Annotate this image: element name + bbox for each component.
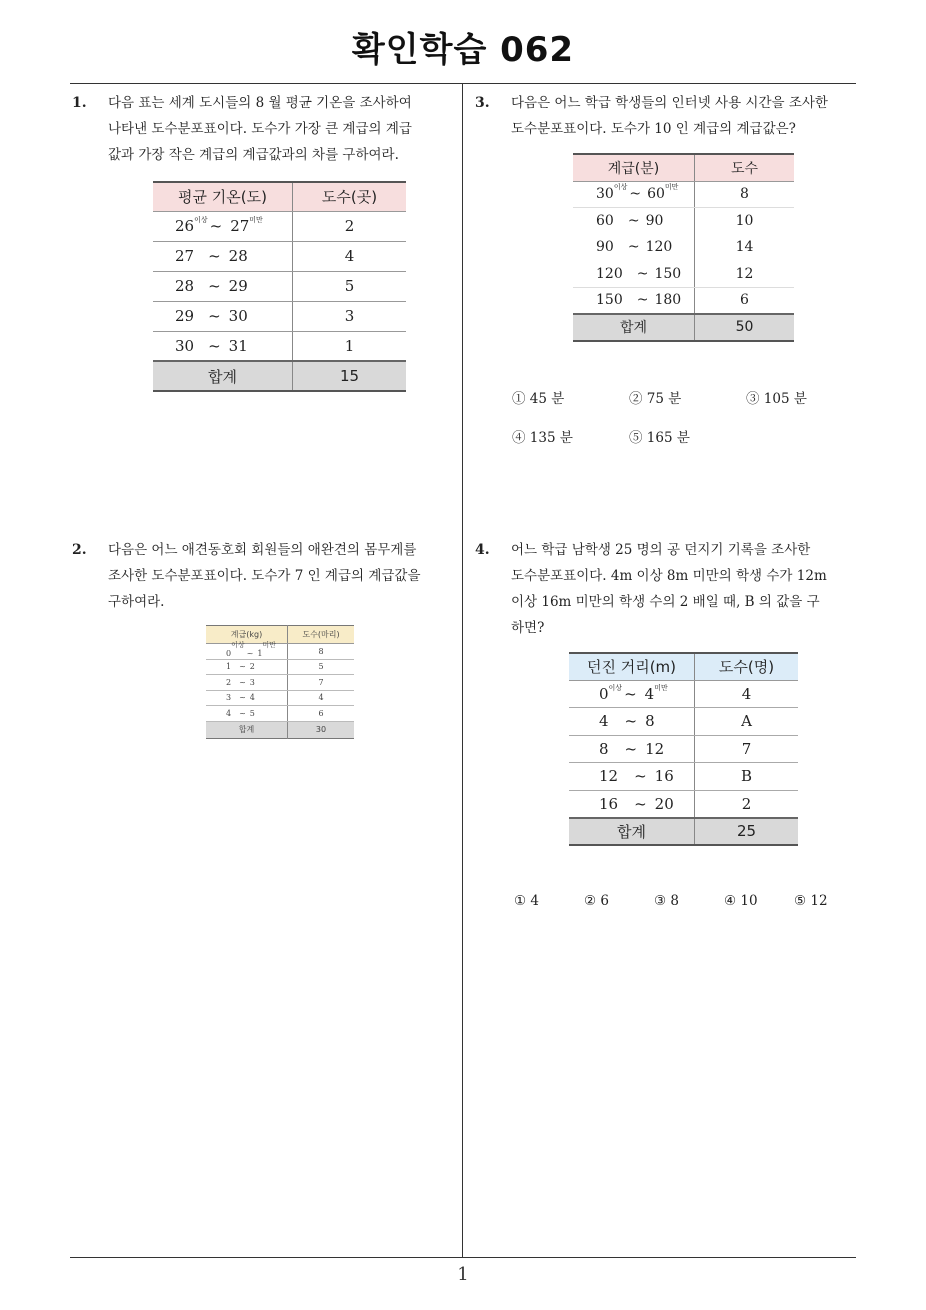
- choice-2[interactable]: ② 75 분: [629, 391, 682, 407]
- frequency-cell: 4: [293, 241, 407, 271]
- class-interval-cell: [153, 271, 293, 301]
- total-value: 30: [288, 721, 355, 738]
- frequency-table-2: [206, 625, 354, 739]
- frequency-cell: 3: [293, 301, 407, 331]
- class-interval-cell: [573, 261, 695, 288]
- table-row: [573, 261, 794, 288]
- interval-separator: ~: [624, 712, 638, 731]
- frequency-header: 도수(마리): [288, 626, 355, 644]
- frequency-cell: 5: [293, 271, 407, 301]
- column-divider: [462, 83, 463, 1257]
- interval-from: 3: [226, 693, 232, 703]
- interval-to-note: 미만: [249, 216, 263, 224]
- table-row: [153, 211, 406, 241]
- interval-to: 27: [230, 217, 250, 235]
- choice-2[interactable]: ② 6: [584, 893, 609, 909]
- table-header-row: [569, 653, 798, 680]
- problem-text-line: 다음은 어느 애견동호회 회원들의 애완견의 몸무게를: [108, 542, 417, 558]
- frequency-cell: B: [695, 763, 799, 791]
- choice-4[interactable]: ④ 10: [724, 893, 758, 909]
- interval-from-note: 이상: [231, 640, 245, 649]
- interval-from: 29: [175, 307, 195, 325]
- frequency-cell: 2: [293, 211, 407, 241]
- problem-text-line: 어느 학급 남학생 25 명의 공 던지기 기록을 조사한: [511, 542, 811, 558]
- interval-separator: ~: [629, 186, 642, 203]
- interval-from: 30: [175, 336, 195, 355]
- class-interval-cell: [153, 241, 293, 271]
- interval-separator: ~: [627, 213, 640, 229]
- problem-text-line: 다음은 어느 학급 학생들의 인터넷 사용 시간을 조사한: [511, 95, 828, 111]
- class-interval-cell: [206, 706, 288, 722]
- table-row: [573, 181, 794, 208]
- class-interval-cell: [569, 763, 695, 791]
- frequency-cell: 4: [288, 690, 355, 706]
- interval-to: 8: [645, 712, 655, 731]
- interval-to: 4: [644, 684, 655, 703]
- interval-separator: ~: [239, 708, 246, 718]
- interval-to: 3: [249, 677, 255, 687]
- table-row: [569, 790, 798, 818]
- top-divider: [70, 83, 856, 84]
- frequency-header: 도수(곳): [293, 182, 407, 211]
- interval-from: 0: [599, 684, 609, 703]
- problem-text-line: 이상 16m 미만의 학생 수의 2 배일 때, B 의 값을 구: [511, 594, 820, 610]
- class-interval-cell: [569, 708, 695, 736]
- interval-from: 4: [599, 712, 609, 731]
- frequency-cell: 12: [695, 261, 795, 288]
- problem-text: [511, 537, 858, 641]
- problem-text: [511, 90, 858, 142]
- interval-from: 8: [599, 739, 609, 758]
- interval-to: 5: [249, 708, 255, 718]
- class-interval-cell: [206, 659, 288, 675]
- page-number: 1: [457, 1264, 469, 1285]
- class-interval-cell: [206, 675, 288, 691]
- interval-to: 28: [228, 247, 248, 265]
- total-value: 50: [695, 314, 795, 341]
- interval-from: 2: [226, 677, 232, 687]
- interval-from: 0: [226, 648, 232, 658]
- choice-3[interactable]: ③ 105 분: [746, 391, 807, 407]
- frequency-cell: 2: [695, 790, 799, 818]
- interval-to: 180: [654, 292, 682, 308]
- table-row: [206, 706, 354, 722]
- interval-separator: ~: [627, 239, 640, 256]
- table-total-row: [569, 818, 798, 845]
- table-row: [153, 301, 406, 331]
- interval-from: 150: [596, 292, 623, 308]
- class-interval-cell: [153, 301, 293, 331]
- table-row: [569, 708, 798, 736]
- interval-to-note: 미만: [262, 640, 276, 649]
- class-interval-header: 계급(분): [573, 154, 695, 181]
- interval-to: 31: [228, 336, 248, 355]
- class-interval-cell: [153, 211, 293, 241]
- interval-to: 60: [647, 186, 665, 203]
- problem-text-line: 다음 표는 세계 도시들의 8 월 평균 기온을 조사하여: [108, 95, 412, 111]
- total-label: 합계: [206, 721, 288, 738]
- class-interval-cell: [573, 181, 695, 208]
- class-interval-cell: [153, 331, 293, 361]
- problem-number: 3.: [475, 95, 490, 111]
- class-interval-cell: [573, 208, 695, 235]
- problem-2: [72, 537, 458, 615]
- table-row: [206, 659, 354, 675]
- table-row: [153, 271, 406, 301]
- interval-to: 20: [654, 794, 674, 813]
- interval-separator: ~: [634, 767, 647, 786]
- table-row: [153, 241, 406, 271]
- interval-from: 60: [596, 213, 614, 229]
- total-value: 15: [293, 361, 407, 391]
- problem-text-line: 조사한 도수분포표이다. 도수가 7 인 계급의 계급값을: [108, 568, 421, 584]
- interval-from-note: 이상: [608, 683, 623, 692]
- page-title: 확인학습 062: [351, 30, 575, 70]
- choice-5[interactable]: ⑤ 12: [794, 893, 828, 909]
- table-total-row: [206, 721, 354, 738]
- interval-to: 120: [645, 239, 673, 256]
- interval-from: 16: [599, 794, 619, 813]
- class-interval-cell: [569, 680, 695, 708]
- table-row: [573, 287, 794, 314]
- problem-text-line: 도수분포표이다. 4m 이상 8m 미만의 학생 수가 12m: [511, 568, 827, 584]
- interval-to: 90: [645, 213, 664, 229]
- interval-from: 1: [226, 662, 232, 672]
- frequency-header: 도수: [695, 154, 795, 181]
- choice-1[interactable]: ① 45 분: [512, 391, 565, 407]
- interval-separator: ~: [208, 247, 221, 265]
- frequency-header: 도수(명): [695, 653, 799, 680]
- problem-4: [475, 537, 858, 641]
- table-header-row: [206, 626, 354, 644]
- interval-from: 30: [596, 186, 614, 203]
- total-label: 합계: [573, 314, 695, 341]
- total-label: 합계: [153, 361, 293, 391]
- frequency-cell: 7: [288, 675, 355, 691]
- interval-to: 2: [249, 662, 255, 672]
- interval-separator: ~: [634, 794, 647, 813]
- interval-separator: ~: [239, 662, 246, 672]
- table-row: [569, 680, 798, 708]
- class-interval-cell: [573, 234, 695, 261]
- table-total-row: [573, 314, 794, 341]
- table-header-row: [153, 182, 406, 211]
- interval-separator: ~: [624, 684, 637, 703]
- problem-number: 4.: [475, 542, 490, 558]
- interval-to: 29: [228, 277, 248, 295]
- interval-to: 150: [654, 265, 682, 282]
- table-header-row: [573, 154, 794, 181]
- table-row: [569, 763, 798, 791]
- interval-from-note: 이상: [194, 216, 208, 224]
- problem-text-line: 값과 가장 작은 계급의 계급값과의 차를 구하여라.: [108, 147, 399, 163]
- class-interval-cell: [569, 735, 695, 763]
- frequency-cell: 1: [293, 331, 407, 361]
- class-interval-header: 평균 기온(도): [153, 182, 293, 211]
- class-interval-cell: [573, 287, 695, 314]
- table-total-row: [153, 361, 406, 391]
- table-row: [573, 234, 794, 261]
- frequency-cell: 14: [735, 239, 754, 256]
- problem-text-line: 나타낸 도수분포표이다. 도수가 가장 큰 계급의 계급: [108, 121, 412, 137]
- frequency-cell: 8: [288, 644, 355, 660]
- interval-separator: ~: [209, 217, 223, 235]
- interval-to-note: 미만: [654, 683, 668, 692]
- interval-separator: ~: [624, 739, 638, 758]
- interval-separator: ~: [636, 265, 649, 282]
- choice-5[interactable]: ⑤ 165 분: [629, 430, 690, 446]
- table-row: [573, 208, 794, 235]
- frequency-cell: 6: [288, 706, 355, 722]
- frequency-cell: 8: [695, 181, 795, 208]
- problem-text-line: 하면?: [511, 620, 545, 636]
- table-row: [206, 675, 354, 691]
- table-row: [206, 644, 354, 660]
- interval-from: 28: [175, 277, 195, 295]
- frequency-cell: 7: [695, 735, 799, 763]
- table-row: [206, 690, 354, 706]
- interval-from: 26: [175, 217, 195, 235]
- interval-separator: ~: [208, 307, 221, 325]
- interval-from: 120: [596, 265, 623, 282]
- problem-text-line: 도수분포표이다. 도수가 10 인 계급의 계급값은?: [511, 121, 796, 137]
- choice-4[interactable]: ④ 135 분: [512, 430, 573, 446]
- interval-separator: ~: [239, 693, 246, 703]
- answer-choices-4: [514, 893, 854, 917]
- bottom-divider: [70, 1257, 856, 1258]
- answer-choices-3: [512, 387, 852, 447]
- frequency-cell: A: [695, 708, 799, 736]
- frequency-cell: 4: [695, 680, 799, 708]
- interval-separator: ~: [208, 336, 221, 355]
- frequency-cell: 5: [288, 659, 355, 675]
- problem-3: [475, 90, 858, 142]
- class-interval-cell: [569, 790, 695, 818]
- choice-3[interactable]: ③ 8: [654, 893, 679, 909]
- interval-separator: ~: [246, 648, 254, 658]
- problem-text: [108, 90, 458, 168]
- interval-from: 12: [599, 767, 619, 786]
- table-row: [153, 331, 406, 361]
- interval-from: 90: [596, 239, 614, 256]
- problem-number: 1.: [72, 95, 87, 111]
- class-interval-cell: [206, 690, 288, 706]
- interval-to: 4: [249, 693, 255, 703]
- interval-to: 16: [654, 767, 674, 786]
- total-label: 합계: [569, 818, 695, 845]
- problem-1: [72, 90, 458, 168]
- interval-to: 30: [228, 307, 248, 325]
- frequency-table-3: [573, 153, 794, 342]
- class-interval-header: 계급(kg): [206, 626, 288, 644]
- problem-number: 2.: [72, 542, 87, 558]
- total-value: 25: [695, 818, 799, 845]
- interval-from: 27: [175, 247, 195, 265]
- frequency-cell: 10: [735, 213, 754, 229]
- interval-separator: ~: [636, 292, 649, 308]
- problem-text: [108, 537, 458, 615]
- interval-to: 12: [645, 739, 665, 758]
- class-interval-header: 던진 거리(m): [569, 653, 695, 680]
- interval-from-note: 이상: [613, 183, 628, 192]
- frequency-table-1: [153, 181, 406, 392]
- table-row: [569, 735, 798, 763]
- frequency-cell: 6: [740, 292, 749, 308]
- choice-1[interactable]: ① 4: [514, 893, 539, 909]
- interval-separator: ~: [239, 677, 246, 687]
- interval-from: 4: [226, 708, 232, 718]
- interval-to: 1: [257, 648, 263, 658]
- problem-text-line: 구하여라.: [108, 594, 165, 610]
- class-interval-cell: [206, 640, 288, 660]
- interval-separator: ~: [208, 277, 221, 295]
- frequency-table-4: [569, 652, 798, 846]
- interval-to-note: 미만: [664, 183, 679, 192]
